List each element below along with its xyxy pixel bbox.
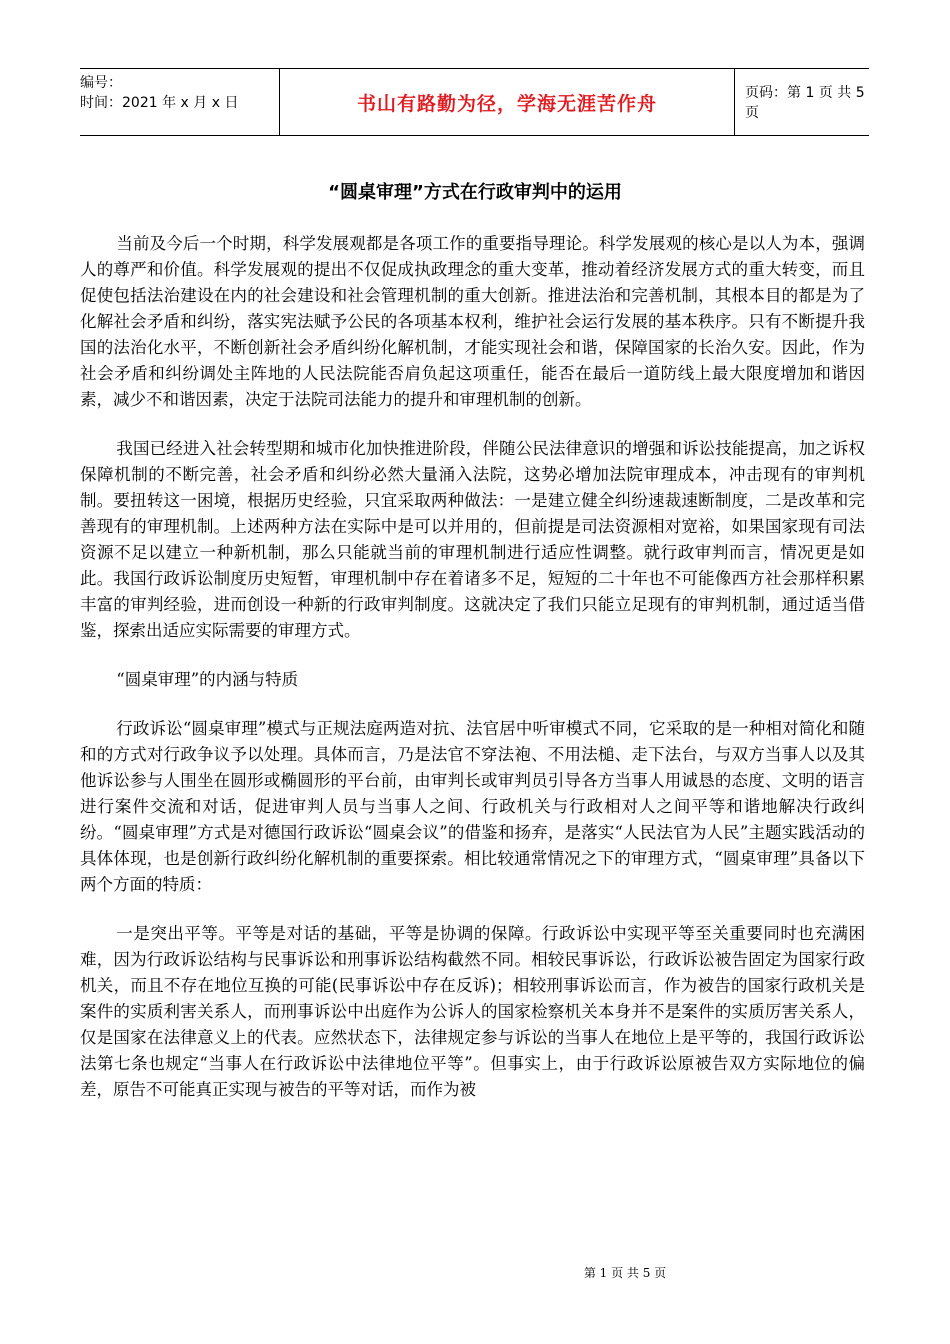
paragraph: 一是突出平等。平等是对话的基础，平等是协调的保障。行政诉讼中实现平等至关重要同时也充满困难，因为行政诉讼结构与民事诉讼和刑事诉讼结构截然不同。相较民事诉讼，行政诉讼被告固定为国家行政机关，而且不存在地位互换的可能(民事诉讼中存在反诉)；相较刑事诉讼而言，作为被告的国家行政机关是案件的实质利害关系人，而刑事诉讼中出庭作为公诉人的国家检察机关本身并不是案件的实质厉害关系人，仅是国家在法律意义上的代表。应然状态下，法律规定参与诉讼的当事人在地位上是平等的，我国行政诉讼法第七条也规定“当事人在行政诉讼中法律地位平等”。但事实上，由于行政诉讼原被告双方实际地位的偏差，原告不可能真正实现与被告的平等对话，而作为被	[80, 924, 865, 1099]
page-info: 页码：第 1 页 共 5 页	[745, 85, 865, 121]
document-title: “圆桌审理”方式在行政审判中的运用	[328, 182, 622, 203]
header-motto-cell	[280, 69, 735, 135]
header-info-cell	[80, 69, 280, 135]
header-page-cell	[735, 69, 869, 135]
page-footer: 第 1 页 共 5 页	[583, 1266, 667, 1280]
section-heading: “圆桌审理”的内涵与特质	[116, 670, 299, 689]
paragraph: 我国已经进入社会转型期和城市化加快推进阶段，伴随公民法律意识的增强和诉讼技能提高，加之诉权保障机制的不断完善，社会矛盾和纠纷必然大量涌入法院，这势必增加法院审理成本，冲击现有的审判机制。要扭转这一困境，根据历史经验，只宜采取两种做法：一是建立健全纠纷速裁速断制度，二是改革和完善现有的审理机制。上述两种方法在实际中是可以并用的，但前提是司法资源相对宽裕，如果国家现有司法资源不足以建立一种新机制，那么只能就当前的审理机制进行适应性调整。就行政审判而言，情况更是如此。我国行政诉讼制度历史短暂，审理机制中存在着诸多不足，短短的二十年也不可能像西方社会那样积累丰富的审判经验，进而创设一种新的行政审判制度。这就决定了我们只能立足现有的审判机制，通过适当借鉴，探索出适应实际需要的审理方式。	[80, 439, 865, 640]
paragraph: 行政诉讼“圆桌审理”模式与正规法庭两造对抗、法官居中听审模式不同，它采取的是一种相对简化和随和的方式对行政争议予以处理。具体而言，乃是法官不穿法袍、不用法槌、走下法台，与双方当事人以及其他诉讼参与人围坐在圆形或椭圆形的平台前，由审判长或审判员引导各方当事人用诚恳的态度、文明的语言进行案件交流和对话，促进审判人员与当事人之间、行政机关与行政相对人之间平等和谐地解决行政纠纷。“圆桌审理”方式是对德国行政诉讼“圆桌会议”的借鉴和扬弃，是落实“人民法官为人民”主题实践活动的具体体现，也是创新行政纠纷化解机制的重要探索。相比较通常情况之下的审理方式，“圆桌审理”具备以下两个方面的特质：	[80, 719, 865, 894]
document-time: 时间：2021 年 x 月 x 日	[80, 95, 239, 111]
header-table	[80, 68, 869, 136]
paragraph: 当前及今后一个时期，科学发展观都是各项工作的重要指导理论。科学发展观的核心是以人为本，强调人的尊严和价值。科学发展观的提出不仅促成执政理念的重大变革，推动着经济发展方式的重大转变，而且促使包括法治建设在内的社会建设和社会管理机制的重大创新。推进法治和完善机制，其根本目的都是为了化解社会矛盾和纠纷，落实宪法赋予公民的各项基本权利，维护社会运行发展的基本秩序。只有不断提升我国的法治化水平，不断创新社会矛盾纠纷化解机制，才能实现社会和谐，保障国家的长治久安。因此，作为社会矛盾和纠纷调处主阵地的人民法院能否肩负起这项重任，能否在最后一道防线上最大限度增加和谐因素，减少不和谐因素，决定于法院司法能力的提升和审理机制的创新。	[80, 234, 865, 409]
document-number: 编号：	[80, 75, 122, 91]
document-body	[80, 231, 865, 1126]
motto: 书山有路勤为径，学海无涯苦作舟	[356, 92, 657, 115]
